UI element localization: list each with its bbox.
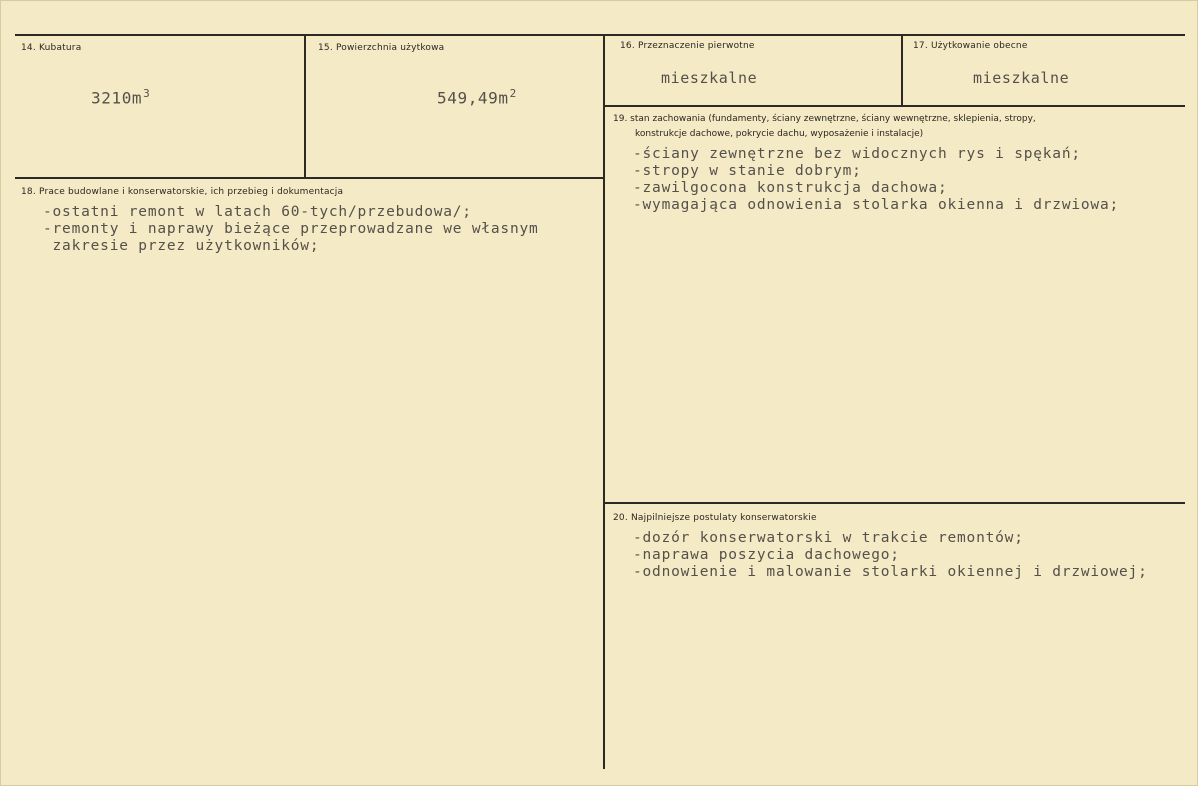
right-top-vertical-divider (901, 36, 903, 106)
right-bottom-horizontal-divider (605, 502, 1185, 504)
field-15-value (437, 87, 517, 107)
left-section-horizontal-divider (15, 177, 603, 179)
field-17-value: mieszkalne (973, 69, 1070, 87)
right-top-horizontal-divider (605, 105, 1185, 107)
field-20-label: 20. Najpilniejsze postulaty konserwatorskie (613, 513, 817, 523)
field-19-line: -stropy w stanie dobrym; (633, 163, 862, 179)
cubature-value: 3210m (91, 88, 143, 108)
field-18-label: 18. Prace budowlane i konserwatorskie, ich przebieg i dokumentacja (21, 187, 344, 197)
cubature-unit-exponent: 3 (143, 87, 151, 100)
field-20-content (633, 530, 1148, 581)
field-14-label: 14. Kubatura (21, 43, 82, 53)
field-18-line: -remonty i naprawy bieżące przeprowadzane we własnym (43, 221, 539, 237)
center-vertical-divider (603, 34, 605, 769)
field-19-line: -ściany zewnętrzne bez widocznych rys i spękań; (633, 146, 1081, 162)
field-19-label-line-1: 19. stan zachowania (fundamenty, ściany zewnętrzne, ściany wewnętrzne, sklepienia, stropy, (613, 114, 1036, 124)
field-19-content (633, 146, 1119, 214)
field-18-content (43, 204, 539, 255)
field-19-line: -zawilgocona konstrukcja dachowa; (633, 180, 948, 196)
field-18-line: -ostatni remont w latach 60-tych/przebudowa/; (43, 204, 472, 220)
area-value: 549,49m (437, 88, 509, 108)
field-19-label (613, 112, 1036, 142)
field-17-label: 17. Użytkowanie obecne (913, 41, 1028, 51)
field-20-line: -odnowienie i malowanie stolarki okiennej i drzwiowej; (633, 564, 1148, 580)
field-19-label-line-2: konstrukcje dachowe, pokrycie dachu, wyposażenie i instalacje) (635, 129, 924, 139)
field-20-line: -naprawa poszycia dachowego; (633, 547, 900, 563)
field-19-line: -wymagająca odnowienia stolarka okienna i drzwiowa; (633, 197, 1120, 213)
left-section-vertical-divider (304, 36, 306, 178)
top-rule (15, 34, 1185, 36)
field-20-line: -dozór konserwatorski w trakcie remontów; (633, 530, 1024, 546)
field-15-label: 15. Powierzchnia użytkowa (318, 43, 445, 53)
field-18-line: zakresie przez użytkowników; (43, 238, 320, 254)
area-unit-exponent: 2 (509, 87, 517, 100)
field-16-label: 16. Przeznaczenie pierwotne (620, 41, 755, 51)
field-16-value: mieszkalne (661, 69, 758, 87)
field-14-value (91, 87, 150, 107)
